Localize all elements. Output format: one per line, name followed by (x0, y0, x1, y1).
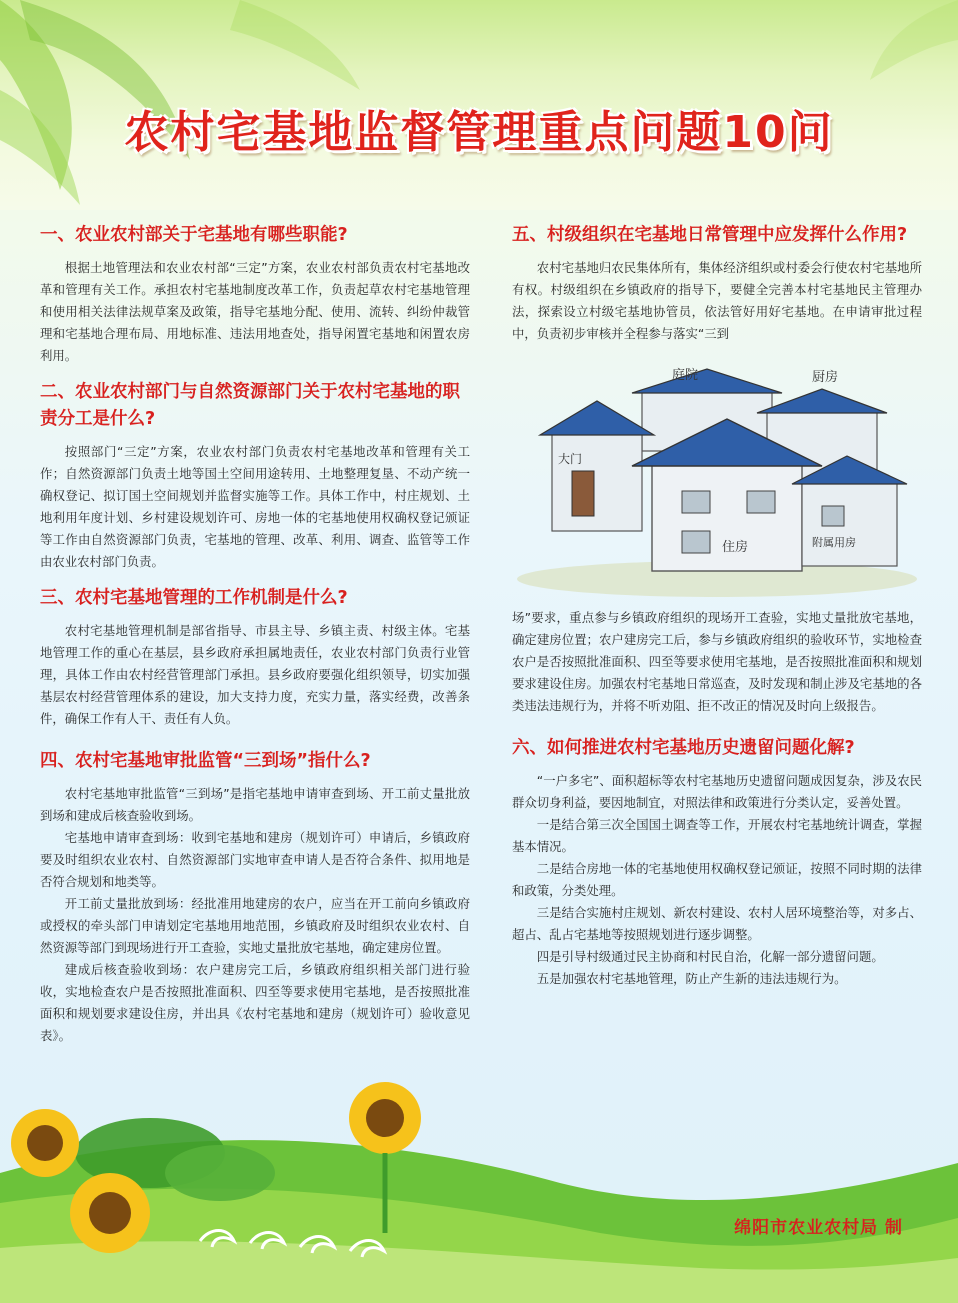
section-paragraph: 根据土地管理法和农业农村部“三定”方案，农业农村部负责农村宅基地改革和管理有关工作。承担农村宅基地制度改革工作，负责起草农村宅基地管理和使用相关法律法规草案及政策，指导宅基地分配、使用、流转、纠纷仲裁管理和宅基地合理布局、用地标准、违法用地查处，指导闲置宅基地和闲置农房利用。 (40, 260, 470, 363)
section-paragraph: 建成后核查验收到场：农户建房完工后，乡镇政府组织相关部门进行验收，实地检查农户是否按照批准面积、四至等要求使用宅基地，是否按照批准面积和规划要求建设住房，并出具《农村宅基地和建房（规划许可）验收意见表》。 (40, 962, 470, 1043)
section-heading: 六、如何推进农村宅基地历史遗留问题化解? (512, 738, 855, 758)
house-label-courtyard: 庭院 (672, 368, 699, 383)
section-paragraph: “一户多宅”、面积超标等农村宅基地历史遗留问题成因复杂，涉及农民群众切身利益，要因地制宜，对照法律和政策进行分类认定，妥善处置。 (512, 773, 922, 810)
section-heading: 一、农业农村部关于宅基地有哪些职能? (40, 225, 348, 245)
house-label-kitchen: 厨房 (812, 370, 839, 385)
section-6 (512, 735, 922, 990)
section-paragraph: 农村宅基地审批监管“三到场”是指宅基地申请审查到场、开工前丈量批放到场和建成后核查验收到场。 (40, 786, 470, 823)
section-paragraph: 二是结合房地一体的宅基地使用权确权登记颁证，按照不同时期的法律和政策，分类处理。 (512, 861, 922, 898)
section-paragraph: 三是结合实施村庄规划、新农村建设、农村人居环境整治等，对多占、超占、乱占宅基地等按照规划进行逐步调整。 (512, 905, 922, 942)
section-3 (40, 585, 470, 730)
page-title: 农村宅基地监督管理重点问题10问 (124, 107, 834, 158)
section-heading: 三、农村宅基地管理的工作机制是什么? (40, 588, 348, 608)
house-illustration (512, 351, 922, 601)
section-paragraph: 宅基地申请审查到场：收到宅基地和建房（规划许可）申请后，乡镇政府要及时组织农业农村、自然资源部门实地审查申请人是否符合条件、拟用地是否符合规划和地类等。 (40, 830, 470, 889)
section-paragraph: 按照部门“三定”方案，农业农村部门负责农村宅基地改革和管理有关工作；自然资源部门负责土地等国土空间用途转用、土地整理复垦、不动产统一确权登记、拟订国土空间规划并监督实施等工作。具体工作中，村庄规划、土地利用年度计划、乡村建设规划许可、房地一体的宅基地使用权确权登记颁证等工作由自然资源部门负责，宅基地的管理、改革、利用、调查、监管等工作由农业农村部门负责。 (40, 444, 470, 569)
section-heading: 二、农业农村部门与自然资源部门关于农村宅基地的职责分工是什么? (40, 382, 460, 429)
section-paragraph: 开工前丈量批放到场：经批准用地建房的农户，应当在开工前向乡镇政府或授权的牵头部门申请划定宅基地用地范围，乡镇政府及时组织农业农村、自然资源等部门到现场进行开工查验，实地丈量批放宅基地，确定建房位置。 (40, 896, 470, 955)
publisher-credit: 绵阳市农业农村局 制 (734, 1218, 903, 1238)
section-2 (40, 379, 470, 573)
section-heading: 五、村级组织在宅基地日常管理中应发挥什么作用? (512, 225, 908, 245)
house-label-residence: 住房 (722, 540, 749, 555)
section-heading: 四、农村宅基地审批监管“三到场”指什么? (40, 751, 371, 771)
left-column (40, 222, 470, 1059)
section-paragraph: 一是结合第三次全国国土调查等工作，开展农村宅基地统计调查，掌握基本情况。 (512, 817, 922, 854)
footer-decoration (0, 1003, 958, 1303)
section-paragraph: 五是加强农村宅基地管理，防止产生新的违法违规行为。 (536, 971, 847, 986)
sunflower-grass-icon (0, 1003, 958, 1303)
section-1 (40, 222, 470, 367)
section-paragraph: 农村宅基地归农民集体所有，集体经济组织或村委会行使农村宅基地所有权。村级组织在乡镇政府的指导下，要健全完善本村宅基地民主管理办法，探索设立村级宅基地协管员，依法管好用好宅基地。在申请审批过程中，负责初步审核并全程参与落实“三到 (512, 260, 922, 341)
section-5 (512, 222, 922, 717)
house-label-gate: 大门 (558, 452, 583, 466)
section-paragraph: 四是引导村级通过民主协商和村民自治，化解一部分遗留问题。 (536, 949, 884, 964)
house-label-annex: 附属用房 (812, 536, 856, 549)
section-paragraph: 农村宅基地管理机制是部省指导、市县主导、乡镇主责、村级主体。宅基地管理工作的重心在基层，县乡政府承担属地责任，农业农村部门负责行业管理，具体工作由农村经营管理部门承担。县乡政府要强化组织领导，切实加强基层农村经营管理体系的建设，加大支持力度，充实力量，落实经费，改善条件，确保工作有人干、责任有人负。 (40, 623, 470, 726)
right-column (512, 222, 922, 1002)
house-drawing-icon (512, 351, 922, 601)
section-paragraph: 场”要求，重点参与乡镇政府组织的现场开工查验，实地丈量批放宅基地，确定建房位置；农户建房完工后，参与乡镇政府组织的验收环节，实地检查农户是否按照批准面积、四至等要求使用宅基地，是否按照批准面积和规划要求建设住房。加强农村宅基地日常巡查，及时发现和制止涉及宅基地的各类违法违规行为，并将不听劝阻、拒不改正的情况及时向上级报告。 (512, 610, 922, 713)
